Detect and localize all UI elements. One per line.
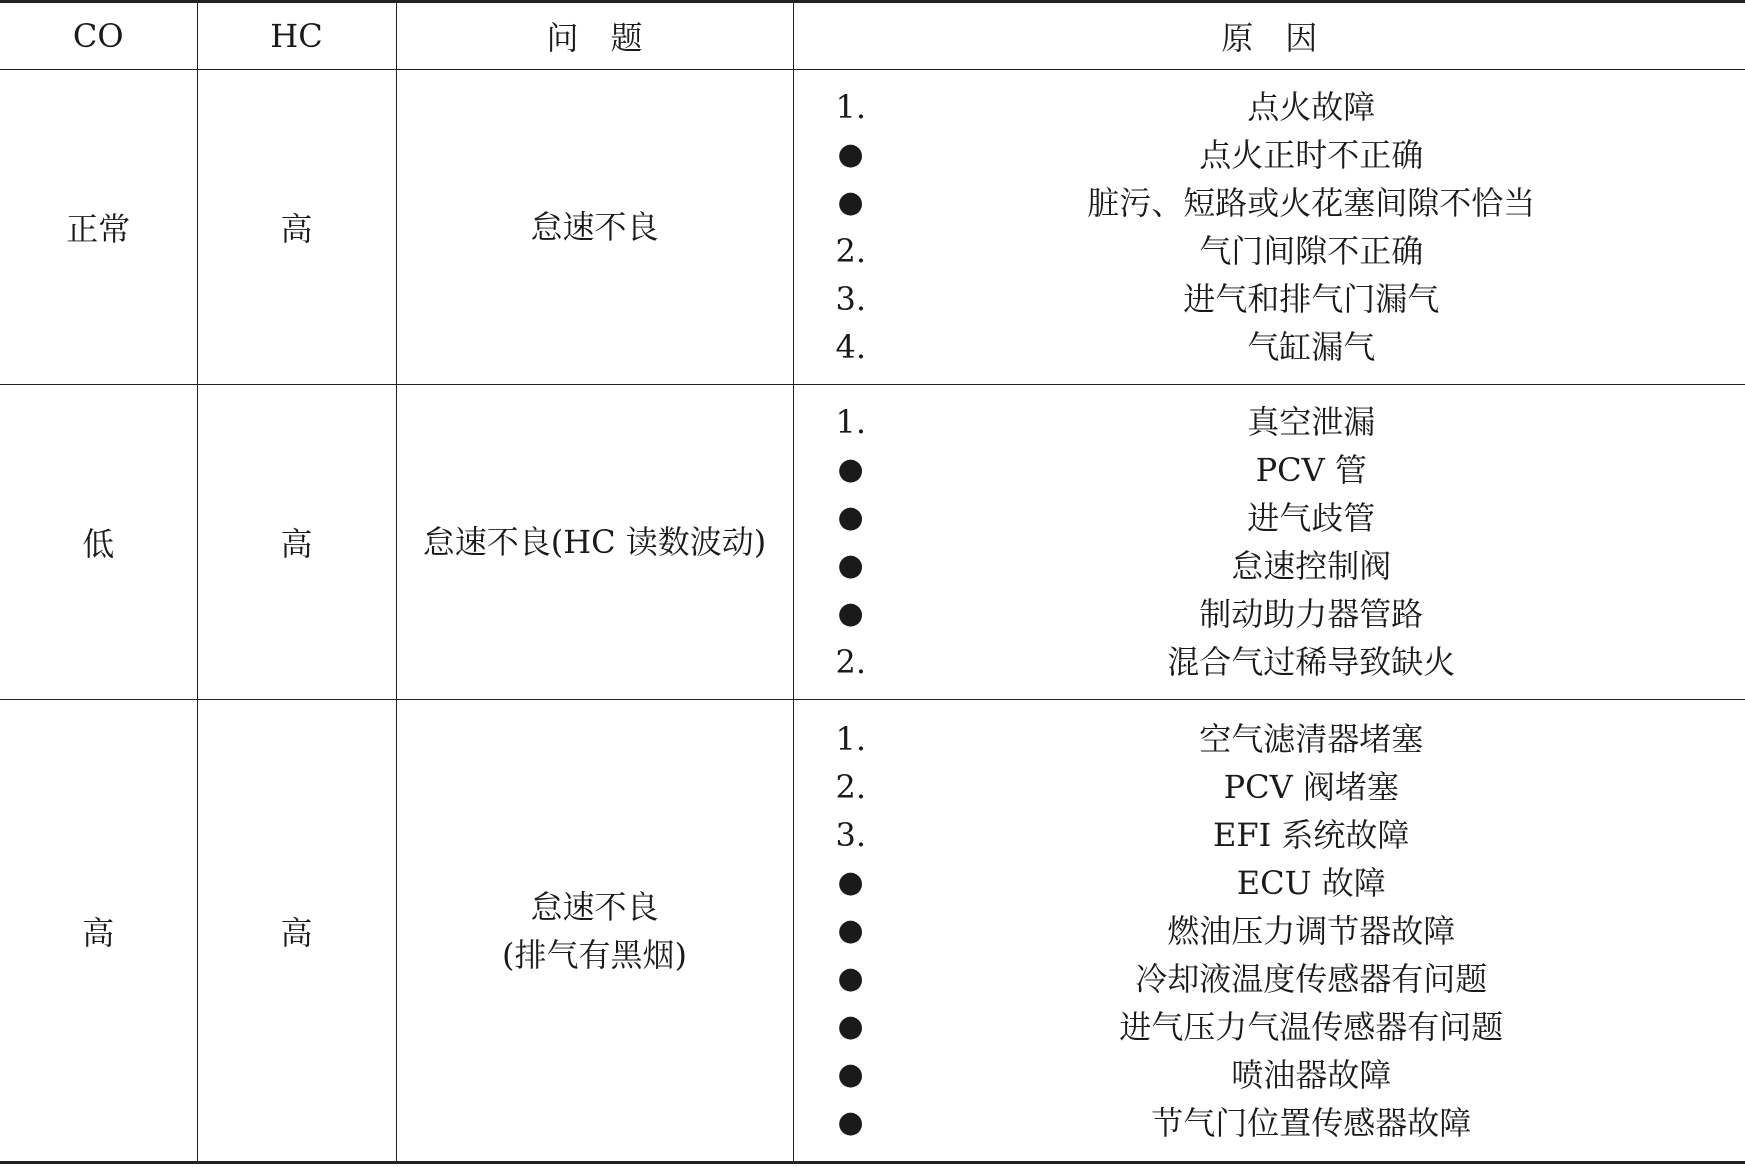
number-marker: 3. [835,280,867,318]
cause-item [836,179,1745,227]
cause-list [794,715,1745,1147]
cause-item [836,131,1745,179]
cause-item [836,542,1745,590]
cause-text: PCV 阀堵塞 [1223,767,1399,806]
cell-problem [396,385,793,700]
table-row [0,385,1745,700]
cause-text: 进气压力气温传感器有问题 [1119,1007,1504,1046]
cause-item [836,859,1745,907]
cause-item [836,1099,1745,1147]
cause-text: 制动助力器管路 [1199,595,1424,633]
cell-hc: 高 [197,385,396,700]
bullet-marker: ● [837,596,864,631]
number-marker: 1. [835,403,867,441]
cause-item [836,1051,1745,1099]
bullet-marker: ● [837,500,864,535]
bullet-marker: ● [837,1104,864,1140]
problem-line: 怠速不良 [530,887,659,926]
cause-item [836,1003,1745,1051]
number-marker: 2. [835,767,867,806]
cell-co: 正常 [66,210,131,248]
table-row [0,700,1745,1163]
table-row [0,70,1745,385]
number-marker: 1. [835,719,867,758]
problem-line: (排气有黑烟) [502,935,687,974]
cause-text: 怠速控制阀 [1231,547,1392,585]
cause-item [836,83,1745,131]
bullet-marker: ● [837,452,864,487]
cause-text: PCV 管 [1255,451,1367,489]
cause-item [836,590,1745,638]
bullet-marker: ● [837,137,864,172]
problem-line: 怠速不良(HC 读数波动) [422,523,767,561]
header-cause: 原 因 [793,2,1745,70]
bullet-marker: ● [837,960,864,996]
cause-item [836,323,1745,371]
header-co: CO [72,17,124,55]
bullet-marker: ● [837,864,864,900]
cause-text: 点火正时不正确 [1199,136,1424,174]
bullet-marker: ● [837,185,864,220]
cell-hc: 高 [197,700,396,1163]
cause-text: ECU 故障 [1236,863,1386,902]
cause-text: 进气和排气门漏气 [1183,280,1440,318]
number-marker: 2. [835,232,867,270]
cause-list [794,398,1745,686]
cause-item [836,398,1745,446]
cell-co: 低 [82,525,115,563]
cell-hc: 高 [197,70,396,385]
cell-co: 高 [82,913,115,952]
cause-item [836,227,1745,275]
cause-text: 燃油压力调节器故障 [1167,911,1456,950]
header-hc: HC [197,2,396,70]
cause-item [836,955,1745,1003]
cause-text: 气门间隙不正确 [1199,232,1424,270]
header-row [0,2,1745,70]
cause-list [794,83,1745,371]
cause-text: 气缸漏气 [1247,328,1376,366]
cause-text: 脏污、短路或火花塞间隙不恰当 [1087,184,1536,222]
cell-cause [793,700,1745,1163]
number-marker: 2. [835,643,867,681]
cause-item [836,638,1745,686]
number-marker: 3. [835,815,867,854]
bullet-marker: ● [837,1008,864,1044]
cause-text: EFI 系统故障 [1213,815,1410,854]
cell-cause [793,385,1745,700]
header-problem: 问 题 [396,2,793,70]
problem-line: 怠速不良 [530,208,659,246]
cause-item [836,446,1745,494]
number-marker: 4. [835,328,867,366]
cause-item [836,811,1745,859]
cause-text: 冷却液温度传感器有问题 [1135,959,1488,998]
cause-text: 点火故障 [1247,88,1376,126]
cause-item [836,275,1745,323]
cause-text: 进气歧管 [1247,499,1376,537]
cause-item [836,494,1745,542]
cell-problem [396,700,793,1163]
cause-text: 真空泄漏 [1247,403,1376,441]
number-marker: 1. [835,88,867,126]
bullet-marker: ● [837,1056,864,1092]
cause-item [836,715,1745,763]
cell-problem [396,70,793,385]
cause-text: 空气滤清器堵塞 [1199,719,1424,758]
cause-text: 节气门位置传感器故障 [1151,1103,1472,1142]
cause-item [836,907,1745,955]
cause-item [836,763,1745,811]
cell-cause [793,70,1745,385]
bullet-marker: ● [837,548,864,583]
cause-text: 混合气过稀导致缺火 [1167,643,1456,681]
bullet-marker: ● [837,912,864,948]
cause-text: 喷油器故障 [1231,1055,1392,1094]
